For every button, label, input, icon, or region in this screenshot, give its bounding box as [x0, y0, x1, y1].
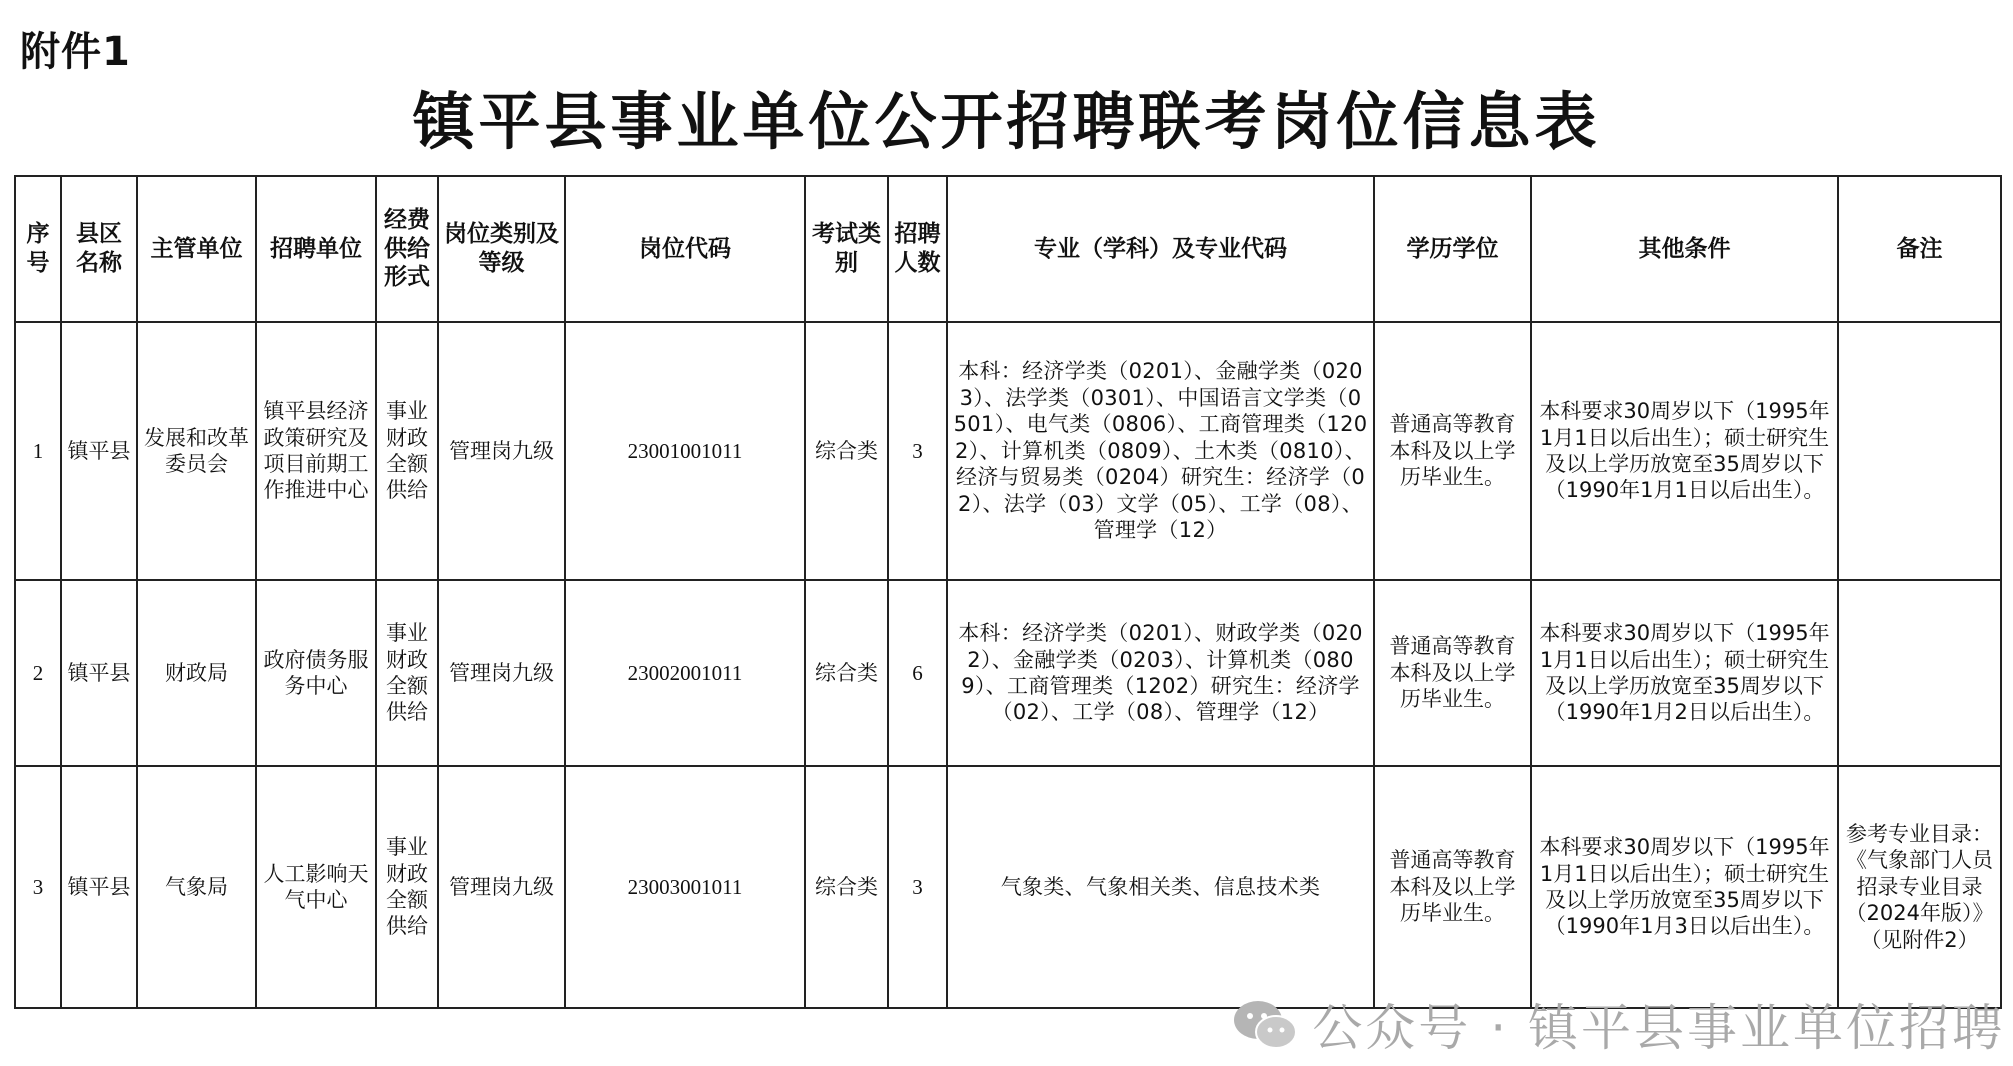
- header-other: 其他条件: [1531, 176, 1838, 322]
- wechat-icon: [1230, 996, 1300, 1052]
- header-post-code: 岗位代码: [565, 176, 805, 322]
- cell-other: 本科要求30周岁以下（1995年1月1日以后出生）；硕士研究生及以上学历放宽至35周岁以下（1990年1月2日以后出生）。: [1531, 580, 1838, 766]
- cell-post-code: 23001001011: [565, 322, 805, 580]
- cell-exam-type: 综合类: [805, 766, 888, 1008]
- header-county: 县区名称: [61, 176, 137, 322]
- header-seq: 序号: [15, 176, 61, 322]
- page-title: 镇平县事业单位公开招聘联考岗位信息表: [412, 85, 1601, 158]
- wechat-watermark: [1230, 988, 2005, 1060]
- cell-headcount: 3: [888, 766, 947, 1008]
- header-education: 学历学位: [1374, 176, 1531, 322]
- cell-headcount: 3: [888, 322, 947, 580]
- cell-remark: 参考专业目录：《气象部门人员招录专业目录（2024年版）》（见附件2）: [1838, 766, 2001, 1008]
- cell-county: 镇平县: [61, 580, 137, 766]
- table-row: [15, 766, 2001, 1008]
- cell-funding: 事业财政全额供给: [376, 766, 438, 1008]
- header-major: 专业（学科）及专业代码: [947, 176, 1374, 322]
- cell-seq: 2: [15, 580, 61, 766]
- cell-supervisor: 财政局: [137, 580, 256, 766]
- header-supervisor: 主管单位: [137, 176, 256, 322]
- header-exam-type: 考试类别: [805, 176, 888, 322]
- cell-post-code: 23003001011: [565, 766, 805, 1008]
- cell-employer: 镇平县经济政策研究及项目前期工作推进中心: [256, 322, 376, 580]
- header-post-type: 岗位类别及等级: [438, 176, 565, 322]
- cell-employer: 人工影响天气中心: [256, 766, 376, 1008]
- cell-other: 本科要求30周岁以下（1995年1月1日以后出生）；硕士研究生及以上学历放宽至35周岁以下（1990年1月1日以后出生）。: [1531, 322, 1838, 580]
- header-headcount: 招聘人数: [888, 176, 947, 322]
- cell-county: 镇平县: [61, 322, 137, 580]
- cell-remark: [1838, 580, 2001, 766]
- header-employer: 招聘单位: [256, 176, 376, 322]
- cell-headcount: 6: [888, 580, 947, 766]
- job-info-table: [14, 175, 2002, 1009]
- header-remark: 备注: [1838, 176, 2001, 322]
- cell-supervisor: 气象局: [137, 766, 256, 1008]
- cell-education: 普通高等教育本科及以上学历毕业生。: [1374, 766, 1531, 1008]
- attachment-label: 附件1: [20, 29, 131, 75]
- cell-funding: 事业财政全额供给: [376, 580, 438, 766]
- cell-employer: 政府债务服务中心: [256, 580, 376, 766]
- cell-supervisor: 发展和改革委员会: [137, 322, 256, 580]
- cell-other: 本科要求30周岁以下（1995年1月1日以后出生）；硕士研究生及以上学历放宽至35周岁以下（1990年1月3日以后出生）。: [1531, 766, 1838, 1008]
- cell-major: 气象类、气象相关类、信息技术类: [947, 766, 1374, 1008]
- cell-education: 普通高等教育本科及以上学历毕业生。: [1374, 580, 1531, 766]
- table-header-row: [15, 176, 2001, 322]
- cell-post-code: 23002001011: [565, 580, 805, 766]
- watermark-text: 公众号 · 镇平县事业单位招聘: [1312, 999, 2005, 1057]
- cell-major: 本科：经济学类（0201）、金融学类（0203）、法学类（0301）、中国语言文学类（0501）、电气类（0806）、工商管理类（1202）、计算机类（0809）、土木类（0810）、经济与贸易类（0204）研究生：经济学（02）、法学（03）文学（05）、工学（08）、管理学（12）: [947, 322, 1374, 580]
- cell-seq: 1: [15, 322, 61, 580]
- cell-funding: 事业财政全额供给: [376, 322, 438, 580]
- cell-education: 普通高等教育本科及以上学历毕业生。: [1374, 322, 1531, 580]
- cell-seq: 3: [15, 766, 61, 1008]
- cell-major: 本科：经济学类（0201）、财政学类（0202）、金融学类（0203）、计算机类（0809）、工商管理类（1202）研究生：经济学（02）、工学（08）、管理学（12）: [947, 580, 1374, 766]
- table-row: [15, 322, 2001, 580]
- cell-remark: [1838, 322, 2001, 580]
- cell-post-type: 管理岗九级: [438, 580, 565, 766]
- cell-county: 镇平县: [61, 766, 137, 1008]
- table-row: [15, 580, 2001, 766]
- cell-exam-type: 综合类: [805, 580, 888, 766]
- cell-post-type: 管理岗九级: [438, 766, 565, 1008]
- header-funding: 经费供给形式: [376, 176, 438, 322]
- cell-exam-type: 综合类: [805, 322, 888, 580]
- cell-post-type: 管理岗九级: [438, 322, 565, 580]
